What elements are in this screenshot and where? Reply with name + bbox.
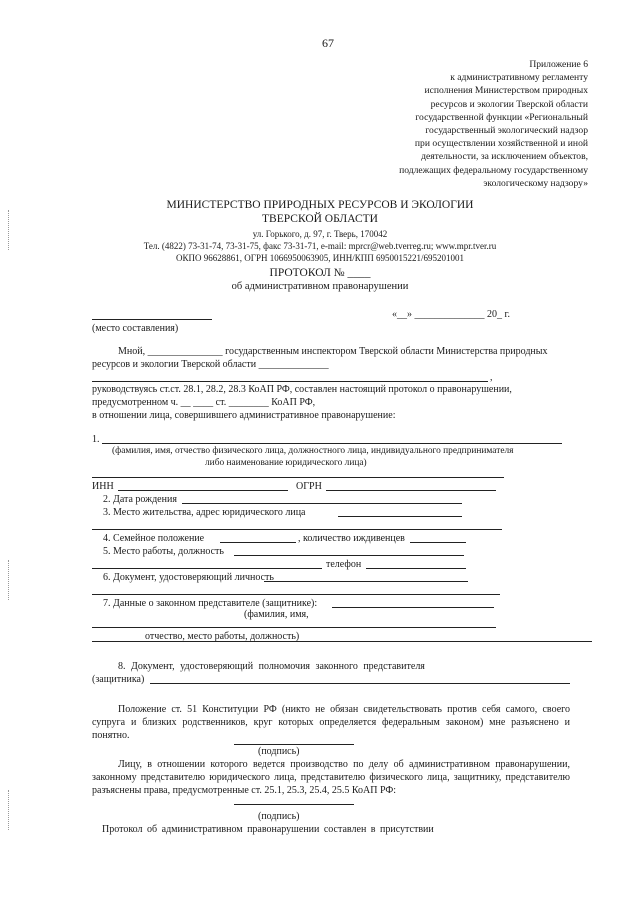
person-name-underline[interactable] <box>102 443 562 444</box>
authority-document-field[interactable] <box>150 683 570 684</box>
item1-number: 1. <box>92 434 100 445</box>
item6-label: 6. Документ, удостоверяющий личность <box>103 572 274 583</box>
appendix-line: при осуществлении хозяйственной и иной <box>414 138 588 150</box>
representative-field-2[interactable] <box>92 627 496 628</box>
appendix-line: деятельности, за исключением объектов, <box>421 151 588 163</box>
ministry-codes: ОКПО 96628861, ОГРН 1066950063905, ИНН/КПП 6950015221/695201001 <box>176 253 464 263</box>
item7-label: 7. Данные о законном представителе (защитнике): <box>103 598 318 609</box>
ministry-phones: Тел. (4822) 73-31-74, 73-31-75, факс 73-31-71, e-mail: mprcr@web.tverreg.ru; www.mpr.tver.ru <box>143 241 497 251</box>
appendix-line: Приложение 6 <box>529 59 588 70</box>
id-document-field[interactable] <box>264 581 468 582</box>
place-underline[interactable] <box>92 319 212 320</box>
guided-line-2: предусмотренном ч. __ ____ ст. ________ КоАП РФ, <box>92 397 316 408</box>
dependents-field[interactable] <box>410 542 466 543</box>
rights-paragraph: Лицу, в отношении которого ведется производство по делу об административном правонарушении, законному представителю юридического лица, представителю физического лица, защитнику, представителю разъяснены права, предусмотренные ст. 25.1, 25.3, 25.4, 25.5 КоАП РФ: <box>92 759 570 796</box>
date-line[interactable]: «__» ______________ 20_ г. <box>392 309 510 320</box>
dependents-label: , количество иждивенцев <box>298 533 405 544</box>
protocol-title: ПРОТОКОЛ № ____ <box>269 267 371 279</box>
item8-label-2: (защитника) <box>92 674 145 685</box>
comma-mark: , <box>490 372 493 383</box>
item4-label: 4. Семейное положение <box>103 533 205 544</box>
guided-line-3: в отношении лица, совершившего административное правонарушение: <box>92 410 396 421</box>
address-field-2[interactable] <box>92 529 502 530</box>
item2-label: 2. Дата рождения <box>103 494 177 505</box>
item7-hint-2: отчество, место работы, должность) <box>145 631 300 642</box>
article51-paragraph: Положение ст. 51 Конституции РФ (никто не обязан свидетельствовать против себя самого, своего супруга и близких родственников, круг которых определяется федеральным законом) мне разъяснено и понятно. <box>92 704 570 741</box>
appendix-header <box>399 58 588 190</box>
scan-margin-mark <box>8 560 11 600</box>
item1-hint-1: (фамилия, имя, отчество физического лица, должностного лица, индивидуального предпринимателя <box>112 446 514 456</box>
page-number: 67 <box>322 36 334 50</box>
appendix-line: к административному регламенту <box>450 72 588 84</box>
id-document-field-2[interactable] <box>92 594 500 595</box>
item1-hint-2: либо наименование юридического лица) <box>205 458 367 468</box>
item8-label: 8. Документ, удостоверяющий полномочия законного представителя <box>118 661 425 672</box>
scan-margin-mark <box>8 790 11 830</box>
guided-line-1: руководствуясь ст.ст. 28.1, 28.2, 28.3 КоАП РФ, составлен настоящий протокол о правонарушении, <box>92 384 512 395</box>
inspector-line-2: ресурсов и экологии Тверской области ______________ <box>92 359 329 370</box>
item3-label: 3. Место жительства, адрес юридического лица <box>103 507 306 518</box>
item7-hint-1: (фамилия, имя, <box>244 609 309 620</box>
scan-margin-mark <box>8 210 11 250</box>
family-status-field[interactable] <box>220 542 296 543</box>
appendix-line: государственной функции «Региональный <box>415 111 588 123</box>
ministry-name-line1: МИНИСТЕРСТВО ПРИРОДНЫХ РЕСУРСОВ И ЭКОЛОГИИ <box>166 199 474 211</box>
inn-field[interactable] <box>118 490 288 491</box>
signature-label-1: (подпись) <box>258 746 300 757</box>
representative-field[interactable] <box>332 607 494 608</box>
appendix-line: государственный экологический надзор <box>425 125 588 137</box>
address-field[interactable] <box>338 516 462 517</box>
presence-line: Протокол об административном правонарушении составлен в присутствии <box>102 824 434 835</box>
ministry-contacts <box>0 228 640 264</box>
inn-label: ИНН <box>92 481 114 492</box>
appendix-line: ресурсов и экологии Тверской области <box>430 98 588 110</box>
place-label: (место составления) <box>92 323 179 334</box>
representative-field-3[interactable] <box>92 641 592 642</box>
appendix-line: исполнения Министерством природных <box>424 85 588 97</box>
person-name-underline-2[interactable] <box>92 477 504 478</box>
item5-label: 5. Место работы, должность <box>103 546 224 557</box>
ministry-name-line2: ТВЕРСКОЙ ОБЛАСТИ <box>262 213 378 225</box>
appendix-line: экологическому надзору» <box>483 177 588 189</box>
ministry-name <box>0 198 640 226</box>
inspector-name-underline[interactable] <box>92 381 488 382</box>
signature-label-2: (подпись) <box>258 811 300 822</box>
ogrn-field[interactable] <box>326 490 496 491</box>
workplace-field-2[interactable] <box>92 568 322 569</box>
protocol-subtitle: об административном правонарушении <box>231 281 409 292</box>
ogrn-label: ОГРН <box>296 481 322 492</box>
phone-label: телефон <box>326 559 362 570</box>
signature-line-2[interactable] <box>234 804 354 805</box>
ministry-address: ул. Горького, д. 97, г. Тверь, 170042 <box>252 229 388 239</box>
birth-date-field[interactable] <box>182 503 462 504</box>
inspector-line-1: Мной, _______________ государственным инспектором Тверской области Министерства природных <box>118 346 548 357</box>
appendix-line: подлежащих федеральному государственному <box>399 164 588 176</box>
workplace-field[interactable] <box>234 555 464 556</box>
phone-field[interactable] <box>366 568 466 569</box>
